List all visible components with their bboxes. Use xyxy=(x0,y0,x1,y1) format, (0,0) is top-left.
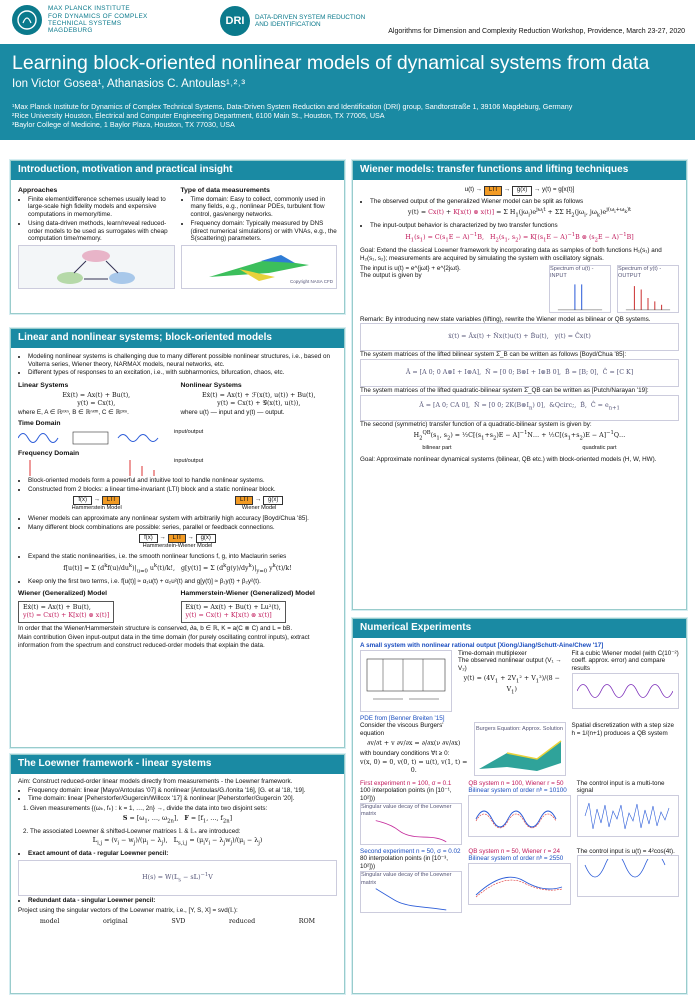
fit-label: Fit a cubic Wiener model (with C(10⁻²) coeff. approx. error) and compare results xyxy=(571,649,679,673)
minerva-icon xyxy=(12,5,42,35)
sv-plot-2 xyxy=(360,871,462,913)
linear-bullet-8: • Keep only the first two terms, i.e. f[u(t)] ≈ α₁u(t) + α₂u²(t) and g[y(t)] ≈ β₁y(t) + β₂y²(t). xyxy=(28,578,337,586)
mpi-line3: TECHNICAL SYSTEMS xyxy=(48,20,122,27)
io-label-1: input/output xyxy=(174,428,204,435)
hammerstein-diagram: f(x) → LTI Hammerstein Model xyxy=(71,495,122,512)
workshop-line: Algorithms for Dimension and Complexity Reduction Workshop, Providence, March 23-27, 2020 xyxy=(388,28,685,35)
triangle-figure xyxy=(18,245,175,289)
affiliations xyxy=(12,102,572,130)
regular-pencil-figure: H(s) = W(𝕃$_s$ − s𝕃)$^{-1}$V xyxy=(18,860,337,896)
freq-domain-title: Frequency Domain xyxy=(18,449,80,457)
linear-bullet-5: • Wiener models can approximate any nonlinear system with arbitrarily high accuracy [Boyd/Chua '85]. xyxy=(28,515,337,523)
linear-bullet-2: • Different types of responses to an excitation, i.e., with subharmonics, bifurcation, chaos, etc. xyxy=(28,369,337,377)
time-wave-linear xyxy=(18,429,168,447)
title-banner xyxy=(0,44,695,140)
loewner-step-1: 1. Given measurements {(ωₖ, fₖ) : k = 1, …, 2n} →, divide the data into two disjoint sets: xyxy=(30,805,337,813)
numerical-panel xyxy=(352,618,687,994)
linear-equations xyxy=(18,392,175,407)
sv-plot-1 xyxy=(360,803,462,845)
type-2: • Frequency domain: Typically measured by DNS (direct numerical simulations) or with VNAs, e.g., the S(scattering) parameters. xyxy=(191,220,338,243)
sv-caption-2: Singular value decay of the Loewner matrix xyxy=(361,871,452,886)
lifted-bilinear-text: The system matrices of the lifted bilinear system Σ̄_B can be written as follows [Boyd/Chua '85]: xyxy=(360,351,627,359)
order-text: In order that the Wiener/Hammerstein structure is conserved, ∂a, b ∈ ℝ, K = a(C ⊗ C) and L = bB. xyxy=(18,624,293,632)
input-text: The input is u(t) = e^{jωt} + e^{2jωt}. xyxy=(360,264,461,272)
intro-heading: Introduction, motivation and practical insight xyxy=(11,161,344,180)
exact-data-title: Exact amount of data - regular Loewner pencil: xyxy=(28,850,169,858)
nonlinear-equations xyxy=(181,392,338,407)
wiener-heading: Wiener models: transfer functions and lifting techniques xyxy=(353,161,686,180)
linear-eq-1: Eẋ(t) = Ax(t) + Bu(t), xyxy=(62,391,131,399)
lifted-qb-text: The system matrices of the lifted quadratic-bilinear system Σ̄_QB can be written as [Putch/Narayan '19]: xyxy=(360,387,649,395)
transfer-functions-eq: $H_1(s_1) = C(s_1E - A)^{-1}B$, $H_2(s_1$, $s_2) = K[(s_1E - A)^{-1}B$ ⊗ $(s_2E - A)^{-1}B$] xyxy=(405,232,634,244)
burgers-eq: ∂v/∂t + v ∂v/∂x = ∂/∂x(ν ∂v/∂x) xyxy=(367,739,461,747)
mpi-logo xyxy=(12,5,148,35)
wiener-diagram: LTI → g(x) Wiener Model xyxy=(235,496,283,513)
label-model: model xyxy=(39,917,60,925)
control-plot-1 xyxy=(577,795,679,837)
linear-bullet-6: • Many different block combinations are possible: series, parallel or feedback connections. xyxy=(28,524,337,532)
top-bar xyxy=(0,0,695,43)
poster-authors: Ion Victor Gosea¹, Athanasios C. Antoulas¹˒²˒³ xyxy=(12,78,246,90)
second-tf-eq: $H_2^{QB}(s_1$, $s_2$) = $\frac{1}{2}C[(s_1+s_2)E$ − A]$^{-1}$N… + $\frac{1}{2}C[(s_1+s_2)E$ − A]$^{-1}$Q… xyxy=(413,430,626,442)
mpi-line2: FOR DYNAMICS OF COMPLEX xyxy=(48,12,148,20)
label-rom: ROM xyxy=(298,917,316,925)
nonlinear-systems-title: Nonlinear Systems xyxy=(180,382,242,390)
wiener-gen-title: Wiener (Generalized) Model xyxy=(18,590,108,598)
ic-eq: v(x, 0) = 0, v(0, t) = u(t), v(1, t) = 0. xyxy=(360,759,468,774)
output-text: The output is given by xyxy=(360,272,422,280)
linear-panel xyxy=(10,328,345,748)
hw-gen-title: Hammerstein-Wiener (Generalized) Model xyxy=(180,590,315,598)
qb2b-text: Bilinear system of order nᵇ = 2550 xyxy=(468,855,564,863)
linear-systems-title: Linear Systems xyxy=(18,382,69,390)
hw-gen-eq: Eẋ(t) = Ax(t) + Bu(t) + Lu²(t), y(t) = Cx(t) + K[x(t) ⊗ x(t)] xyxy=(181,601,286,622)
example-1-title: A small system with nonlinear rational output [Xiong/Jiang/Schutt-Aine/Chew '17] xyxy=(360,642,604,649)
loewner-panel xyxy=(10,754,345,994)
output-plot-2 xyxy=(468,863,570,905)
label-reduced: reduced xyxy=(229,917,256,925)
nonlinear-where: where u(t) — input and y(t) — output. xyxy=(180,409,285,417)
mpi-line1: MAX PLANCK INSTITUTE xyxy=(48,5,130,13)
shuttle-caption: Copyright NASA CFD xyxy=(289,279,333,285)
bilinear-matrices-figure: Â = [A 0; 0 A⊗I + I⊗A], N̂ = [0 0; B⊗I + I⊗B 0], B̂ = [B; 0], Ĉ = [C K] xyxy=(360,359,679,387)
ctrl1-text: The control input is a multi-tone signal xyxy=(576,779,665,795)
maclaurin-series: f[u(t)] = Σ $(d^kf(u)/du^k)|_{u=0}$ $u^k(t)/k$!, g[y(t)] = Σ $(d^kg(y)/dy^k)|_{y=0}$ $y^k(t)/k$! xyxy=(63,562,292,574)
linear-eq-2: y(t) = Cx(t), xyxy=(77,399,116,407)
loewner-td: • Time domain: linear [Peherstorfer/Gugercin/Willcox '17] & nonlinear [Peherstorfer/Gugercin '20]. xyxy=(28,795,337,803)
data-sets-eq: $S = [\omega_1$, …, $\omega_{2n}$], $F = [f_1$, …, $f_{2n}$] xyxy=(122,814,233,825)
wiener-panel xyxy=(352,160,687,610)
approach-1: • Finite element/difference schemes usually lead to large-scale high fidelity models and expensive computations in memory/time. xyxy=(28,196,175,219)
lifting-figure: ẋ(t) = Âx(t) + N̂x(t)u(t) + B̂u(t), y(t) = Ĉx(t) xyxy=(360,323,679,351)
linear-where: where E, A ∈ ℝⁿˣⁿ, B ∈ ℝⁿˣᵐ, C ∈ ℝᵖˣⁿ. xyxy=(18,409,129,417)
affiliation-3: ³Baylor College of Medicine, 1 Baylor Plaza, Houston, TX 77030, USA xyxy=(12,120,235,130)
time-domain-row xyxy=(18,429,337,447)
tdm-label: Time-domain multiplexer xyxy=(458,649,527,657)
ctrl2-text: The control input is u(t) = 4²cos(4t). xyxy=(576,847,675,855)
loewner-step-2: 2. The associated Loewner & shifted-Loewner matrices 𝕃 & 𝕃ₛ are introduced: xyxy=(30,828,337,836)
dri-logo xyxy=(220,6,365,36)
input-spectrum-figure xyxy=(549,265,611,313)
goal-2: Goal: Approximate nonlinear dynamical systems (bilinear, QB etc.) with block-oriented models (H, W, HW). xyxy=(360,456,657,464)
second-exp-title: Second experiment n = 50, σ = 0.02 xyxy=(360,847,461,855)
loewner-matrices-eq: 𝕃$_{i,j}$ = $(v_i - w_j)/(\mu_i - \lambda_j)$, 𝕃$_{s,i,j}$ = $(\mu_iv_i - \lambda_jw_j)/(\mu_i - \lambda_j)$ xyxy=(92,837,263,847)
affiliation-1: ¹Max Planck Institute for Dynamics of Complex Technical Systems, Data-Driven System Reduction and Identification (DRI) group, Sandtorstraße 1, 39106 Magdeburg, Germany xyxy=(12,102,573,111)
observed-output-label: The observed nonlinear output (V₁ → V₂) xyxy=(458,657,562,673)
numerical-heading: Numerical Experiments xyxy=(353,619,686,638)
qb-matrices-figure: Â = [A 0; CA 0], N̂ = [0 0; $2K(B\otimes I_n)$ 0], &Qcirc;, B̂, Ĉ = $e_{n+1}$ xyxy=(360,395,679,421)
remark-text: Remark: By introducing new state variables (lifting), rewrite the Wiener model as bilinear or QB systems. xyxy=(360,315,651,323)
approach-2: • Using data-driven methods, learn/reveal reduced-order models to be used as surrogates with cheap computation time/memory. xyxy=(28,220,175,243)
project-text: Project using the singular vectors of the Loewner matrix, i.e., [Y, S, X] = svd(𝕃): xyxy=(18,906,238,914)
shuttle-figure xyxy=(181,245,338,289)
burgers-caption: Burgers Equation: Approx. Solution xyxy=(475,725,564,732)
nonlinear-eq-1: Eẋ(t) = Ax(t) + ℱ(x(t), u(t)) + Bu(t), xyxy=(202,391,316,399)
type-1: • Time domain: Easy to collect, commonly used in many fields, e.g., nonlinear PDEs, turbulent flow control, gas/energy networks. xyxy=(191,196,338,219)
output-spectrum-caption: Spectrum of y(t) - OUTPUT xyxy=(618,265,662,280)
sv-caption-1: Singular value decay of the Loewner matrix xyxy=(361,803,452,818)
main-contribution: Main contribution Given input-output data in the time domain (for purely oscillating control inputs), extract information from the spectrum and construct reduced-order models that explain the data. xyxy=(18,634,310,649)
wiener-diagram-top: u(t) → LTI → g(x) → y(t) = g[x(t)] xyxy=(360,186,679,196)
linear-heading: Linear and nonlinear systems; block-oriented models xyxy=(11,329,344,348)
wiener-gen-eq: Eẋ(t) = Ax(t) + Bu(t), y(t) = Cx(t) + K[x(t) ⊗ x(t)] xyxy=(18,601,114,622)
affiliation-2: ²Rice University Houston, Electrical and Computer Engineering Department, 6100 Main St., Houston, TX 77005, USA xyxy=(12,111,385,121)
types-title: Type of data measurements xyxy=(180,187,270,194)
redundant-data-title: Redundant data - singular Loewner pencil: xyxy=(28,897,156,905)
hw-diagram: f(x) → LTI → g(x) Hammerstein-Wiener Model xyxy=(18,534,337,551)
linear-bullet-7: • Expand the static nonlinearities, i.e. the smooth nonlinear functions f, g, into Maclaurin series xyxy=(28,553,337,561)
loewner-aim: Aim: Construct reduced-order linear models directly from measurements - the Loewner framework. xyxy=(18,778,293,785)
qb1b-text: Bilinear system of order nᵇ = 10100 xyxy=(468,787,567,795)
goal-1: Goal: Extend the classical Loewner framework by incorporating data as samples of both functions H₁(s₁) and H₂(s₁, s₂); measurements are acquired by simulating the system with oscillatory signals. xyxy=(360,247,662,262)
approaches-title: Approaches xyxy=(18,187,58,194)
qb1-text: QB system n = 100, Wiener r = 50 xyxy=(468,779,564,787)
linear-bullet-4: • Constructed from 2 blocks: a linear time-invariant (LTI) block and a static nonlinear block. xyxy=(28,486,337,494)
first-exp-title: First experiment n = 100, σ = 0.1 xyxy=(360,779,452,787)
wiener-bullet-2: • The input-output behavior is characterized by two transfer functions xyxy=(370,222,679,230)
freq-spikes xyxy=(18,458,168,476)
loewner-fd: • Frequency domain: linear [Mayo/Antoulas '07] & nonlinear [Antoulas/G./Ionita '16], [G. et al '18, '19]. xyxy=(28,787,337,795)
mpi-line4: MAGDEBURG xyxy=(48,27,93,35)
nonlinear-eq-2: y(t) = Cx(t) + 𝒢(x(t), u(t)), xyxy=(217,399,301,407)
poster-title: Learning block-oriented nonlinear models of dynamical systems from data xyxy=(12,52,650,74)
label-svd: SVD xyxy=(171,917,186,925)
burgers-surface-figure xyxy=(474,722,566,776)
io-label-2: input/output xyxy=(174,458,204,465)
second-tf-text: The second (symmetric) transfer function of a quadratic-bilinear system is given by: xyxy=(360,420,592,428)
intro-panel xyxy=(10,160,345,314)
linear-bullet-3: • Block-oriented models form a powerful and intuitive tool to handle nonlinear systems. xyxy=(28,477,337,485)
rational-output-eq: $y(t) = (4V_1 + 2V_1^2 + V_1^3)/(8 - V_1)$ xyxy=(463,674,560,696)
wiener-bullet-1: • The observed output of the generalized Wiener model can be split as follows xyxy=(370,198,679,206)
dri-line2: AND IDENTIFICATION xyxy=(255,21,321,28)
circuit-figure xyxy=(360,650,452,712)
input-spectrum-caption: Spectrum of u(t) - INPUT xyxy=(550,265,594,280)
output-spectrum-figure xyxy=(617,265,679,313)
dri-badge: DRI xyxy=(220,6,250,36)
projection-eq xyxy=(18,918,337,926)
wiener-label: Wiener Model xyxy=(241,505,277,512)
control-plot-2 xyxy=(577,855,679,897)
bc-text: with boundary conditions ∀t ≥ 0: xyxy=(360,749,450,757)
observed-output-plot xyxy=(572,673,680,709)
spatial-text: Spatial discretization with a step size h = 1/(n+1) produces a QB system xyxy=(571,722,675,738)
pde-title: PDE from [Benner Breiten '15] xyxy=(360,714,445,722)
qb2-text: QB system n = 50, Wiener r = 24 xyxy=(468,847,561,855)
bilinear-part-label: bilinear part xyxy=(422,445,452,452)
output-plot-1 xyxy=(468,795,570,837)
loewner-heading: The Loewner framework - linear systems xyxy=(11,755,344,774)
hammerstein-label: Hammerstein Model xyxy=(71,505,122,512)
freq-domain-row xyxy=(18,458,337,476)
label-original: original xyxy=(103,917,128,925)
quadratic-part-label: quadratic part xyxy=(582,445,617,452)
second-exp-points: 80 interpolation points (in [10⁻³, 10²])) xyxy=(360,855,449,871)
linear-bullet-1: • Modeling nonlinear systems is challenging due to many different possible nonlinear structures, i.e., based on Volterra series, Wiener theory, NARMAX models, neural networks, etc. xyxy=(28,353,337,368)
hw-label: Hammerstein-Wiener Model xyxy=(142,543,213,550)
dri-line1: DATA-DRIVEN SYSTEM REDUCTION xyxy=(255,13,366,21)
time-domain-title: Time Domain xyxy=(18,419,61,427)
output-split-eq: y(t) = Cx(t) + K[x(t) ⊗ x(t)] = Σ $H_1(j\omega_i)e^{j\omega_it} + \Sigma\Sigma$ $H_2(j\omega_i$, $j\omega_k)e^{j(\omega_i+\omega_k)t}$ xyxy=(407,207,632,219)
viscous-text: Consider the viscous Burgers' equation xyxy=(360,722,444,738)
first-exp-points: 100 interpolation points (in [10⁻¹, 10²])) xyxy=(360,787,452,803)
